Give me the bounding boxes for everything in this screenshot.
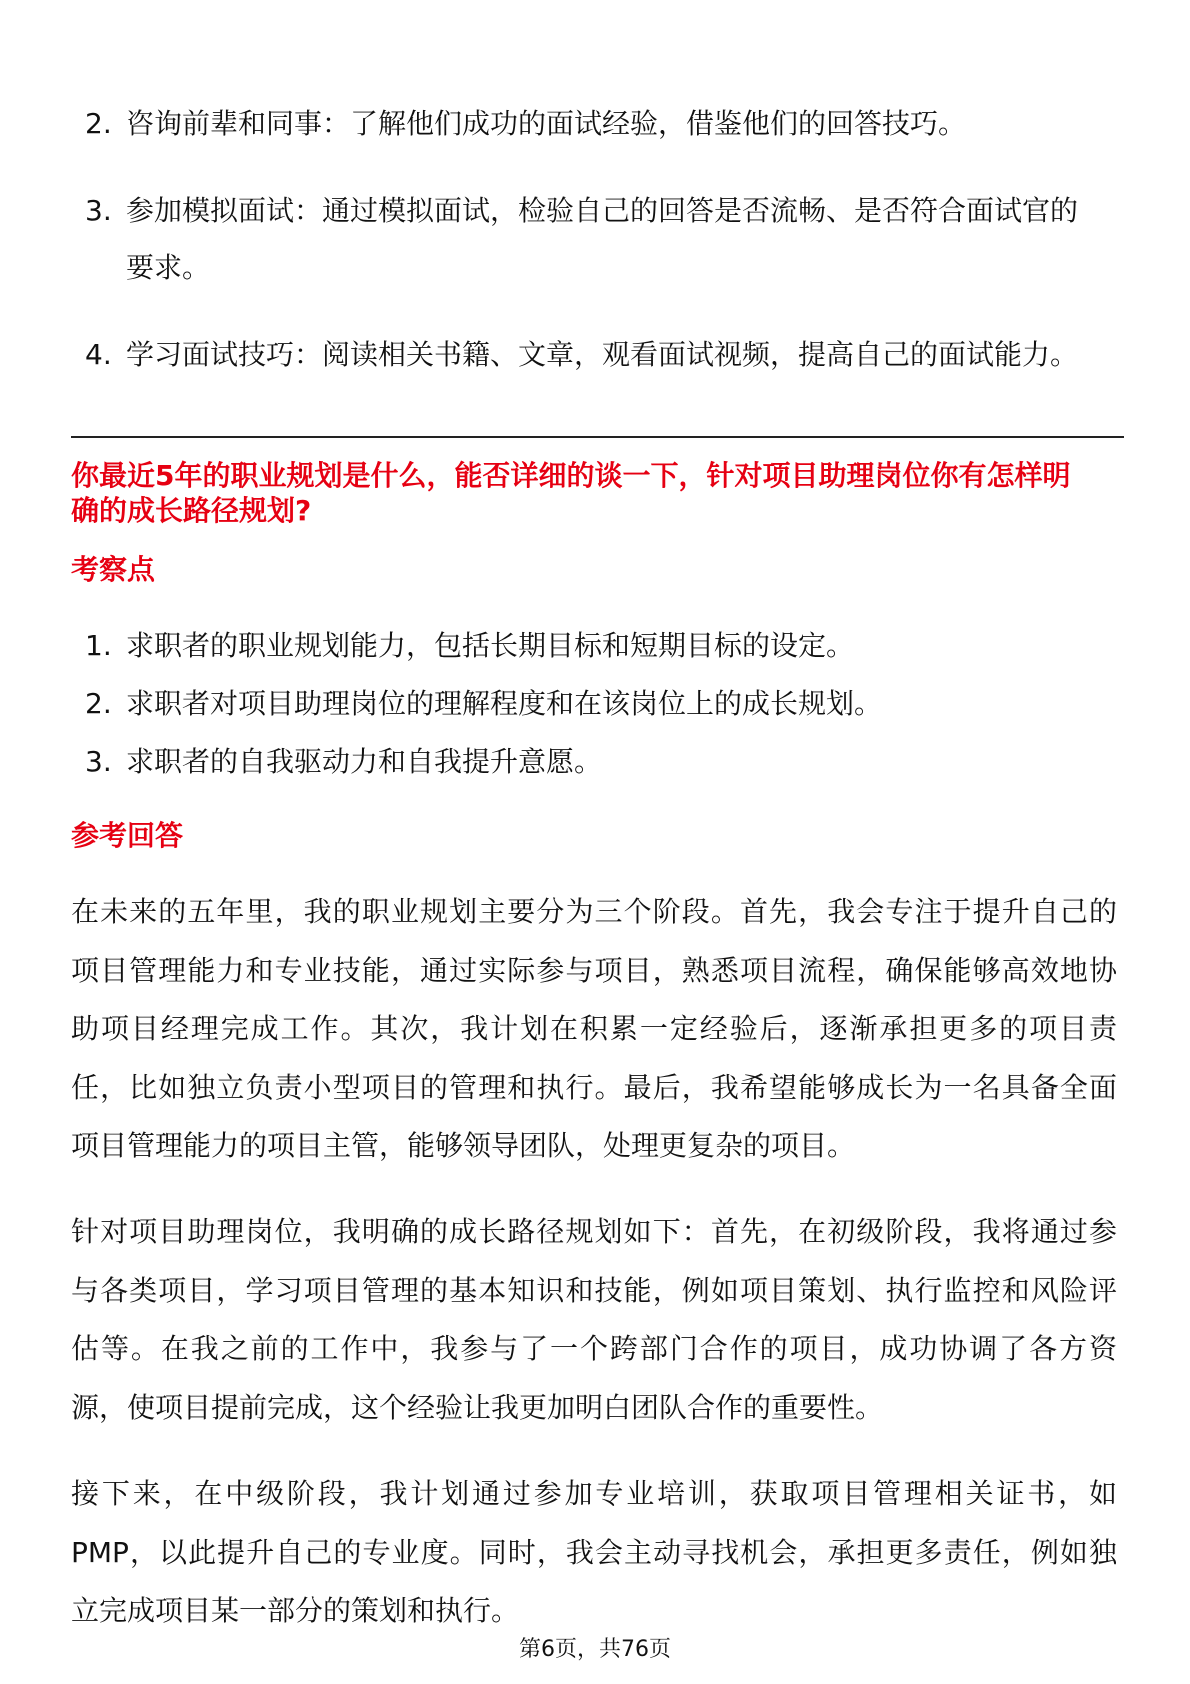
paragraph-line: 与各类项目，学习项目管理的基本知识和技能，例如项目策划、执行监控和风险评 — [71, 1273, 1117, 1307]
paragraph-line: PMP，以此提升自己的专业度。同时，我会主动寻找机会，承担更多责任，例如独 — [71, 1535, 1117, 1569]
question-heading: 确的成长路径规划? — [71, 494, 312, 527]
paragraph-line: 任，比如独立负责小型项目的管理和执行。最后，我希望能够成长为一名具备全面 — [71, 1070, 1117, 1104]
paragraph-line: 助项目经理完成工作。其次，我计划在积累一定经验后，逐渐承担更多的项目责 — [71, 1012, 1117, 1045]
list-number: 3. — [85, 194, 112, 227]
list-item — [85, 335, 1078, 375]
paragraph-line: 针对项目助理岗位，我明确的成长路径规划如下：首先，在初级阶段，我将通过参 — [71, 1215, 1117, 1248]
paragraph-line: 在未来的五年里，我的职业规划主要分为三个阶段。首先，我会专注于提升自己的 — [71, 895, 1117, 928]
paragraph-line: 立完成项目某一部分的策划和执行。 — [71, 1594, 520, 1627]
list-number: 3. — [85, 745, 112, 778]
section-divider — [71, 436, 1124, 438]
point-item — [85, 742, 602, 782]
paragraph-line: 源，使项目提前完成，这个经验让我更加明白团队合作的重要性。 — [71, 1390, 884, 1424]
points-heading: 考察点 — [71, 553, 156, 586]
question-heading: 你最近5年的职业规划是什么，能否详细的谈一下，针对项目助理岗位你有怎样明 — [71, 459, 1071, 492]
list-number: 1. — [85, 629, 112, 662]
list-item — [85, 191, 1078, 231]
list-item — [85, 104, 966, 144]
point-text: 求职者的职业规划能力，包括长期目标和短期目标的设定。 — [126, 629, 855, 662]
paragraph-line: 估等。在我之前的工作中，我参与了一个跨部门合作的项目，成功协调了各方资 — [71, 1332, 1117, 1365]
answer-heading: 参考回答 — [71, 819, 184, 852]
point-item — [85, 684, 882, 724]
list-number: 2. — [85, 107, 112, 140]
point-text: 求职者对项目助理岗位的理解程度和在该岗位上的成长规划。 — [126, 687, 883, 720]
list-text-continuation: 要求。 — [126, 251, 211, 284]
list-text: 学习面试技巧：阅读相关书籍、文章，观看面试视频，提高自己的面试能力。 — [126, 338, 1079, 371]
list-number: 4. — [85, 338, 112, 371]
point-text: 求职者的自我驱动力和自我提升意愿。 — [126, 745, 603, 778]
list-text: 咨询前辈和同事：了解他们成功的面试经验，借鉴他们的回答技巧。 — [126, 107, 967, 140]
point-item — [85, 626, 854, 666]
page-number: 第6页，共76页 — [519, 1637, 671, 1662]
paragraph-line: 项目管理能力的项目主管，能够领导团队，处理更复杂的项目。 — [71, 1129, 856, 1162]
paragraph-line: 接下来，在中级阶段，我计划通过参加专业培训，获取项目管理相关证书，如 — [71, 1477, 1117, 1510]
list-number: 2. — [85, 687, 112, 720]
paragraph-line: 项目管理能力和专业技能，通过实际参与项目，熟悉项目流程，确保能够高效地协 — [71, 953, 1117, 987]
list-text: 参加模拟面试：通过模拟面试，检验自己的回答是否流畅、是否符合面试官的 — [126, 194, 1079, 227]
